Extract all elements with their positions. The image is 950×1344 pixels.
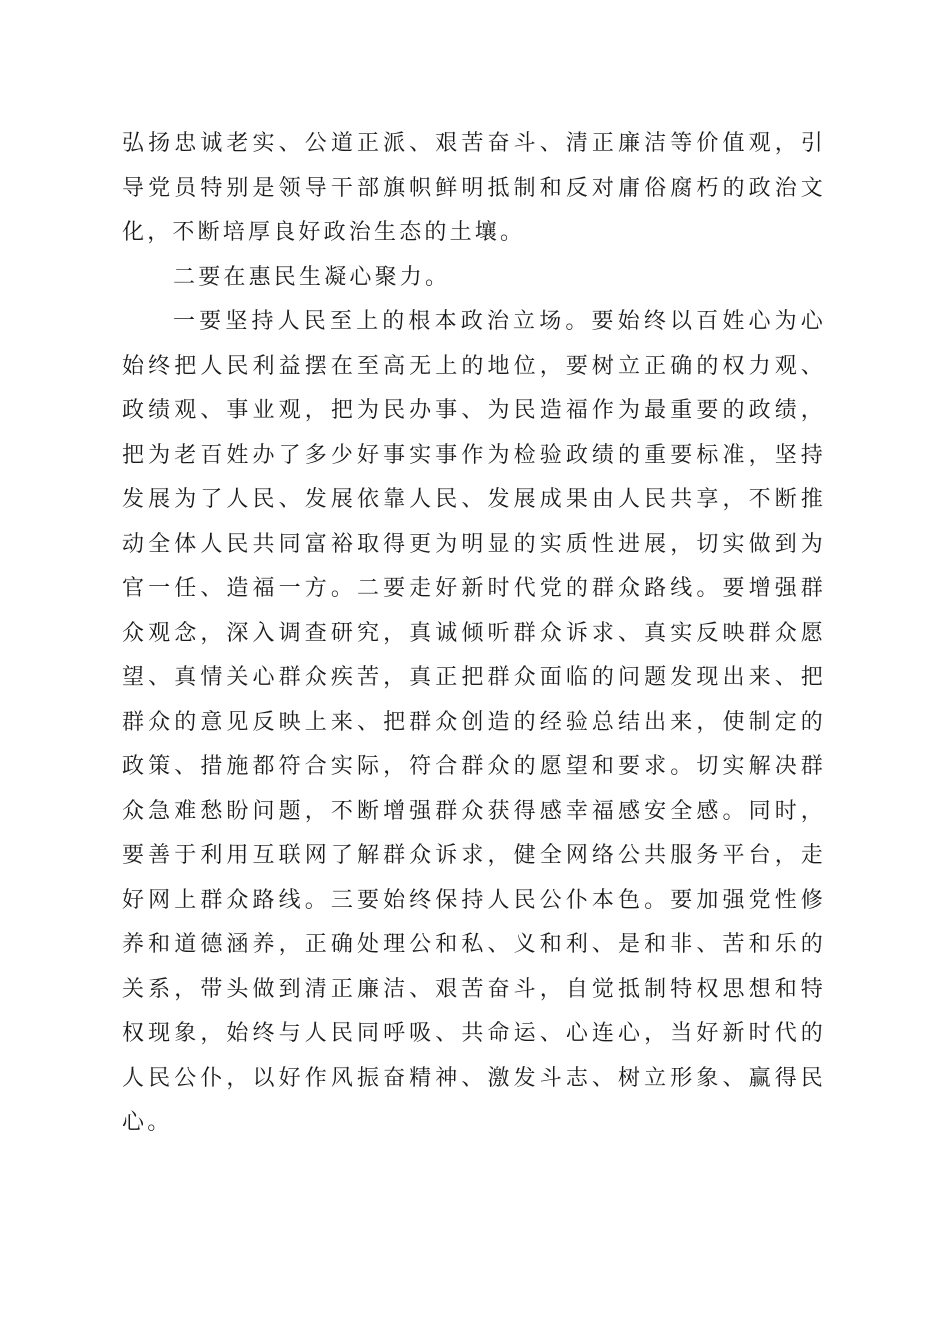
paragraph-body: 一要坚持人民至上的根本政治立场。要始终以百姓心为心始终把人民利益摆在至高无上的地位，要树立正确的权力观、政绩观、事业观，把为民办事、为民造福作为最重要的政绩，把为老百姓办了多少好事实事作为检验政绩的重要标准，坚持发展为了人民、发展依靠人民、发展成果由人民共享，不断推动全体人民共同富裕取得更为明显的实质性进展，切实做到为官一任、造福一方。二要走好新时代党的群众路线。要增强群众观念，深入调查研究，真诚倾听群众诉求、真实反映群众愿望、真情关心群众疾苦，真正把群众面临的问题发现出来、把群众的意见反映上来、把群众创造的经验总结出来，使制定的政策、措施都符合实际，符合群众的愿望和要求。切实解决群众急难愁盼问题，不断增强群众获得感幸福感安全感。同时，要善于利用互联网了解群众诉求，健全网络公共服务平台，走好网上群众路线。三要始终保持人民公仆本色。要加强党性修养和道德涵养，正确处理公和私、义和利、是和非、苦和乐的关系，带头做到清正廉洁、艰苦奋斗，自觉抵制特权思想和特权现象，始终与人民同呼吸、共命运、心连心，当好新时代的人民公仆，以好作风振奋精神、激发斗志、树立形象、赢得民心。 xyxy=(122,309,826,1135)
section-heading: 二要在惠民生凝心聚力。 xyxy=(173,264,451,290)
document-body xyxy=(122,122,826,1146)
paragraph-continuation: 弘扬忠诚老实、公道正派、艰苦奋斗、清正廉洁等价值观，引导党员特别是领导干部旗帜鲜明抵制和反对庸俗腐朽的政治文化，不断培厚良好政治生态的土壤。 xyxy=(122,131,826,245)
